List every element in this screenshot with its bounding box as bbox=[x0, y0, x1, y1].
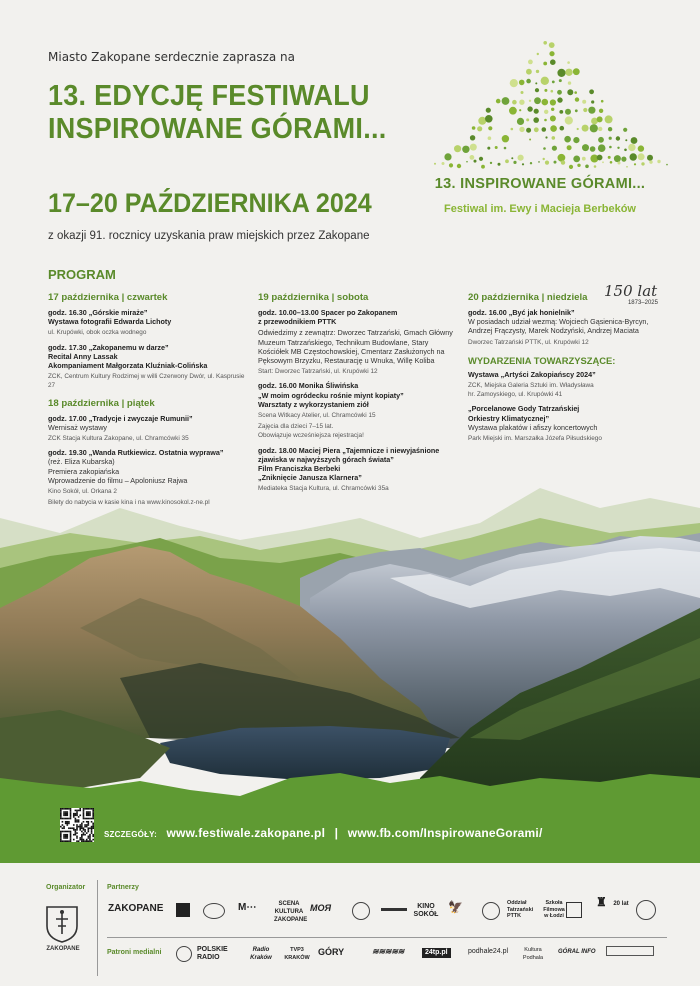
intro-text: Miasto Zakopane serdecznie zaprasza na bbox=[48, 50, 295, 64]
partner-logo-square bbox=[176, 903, 190, 917]
partner-logo-eagle-icon: 🦅 bbox=[448, 900, 463, 914]
event-item bbox=[258, 308, 460, 376]
qr-code-icon[interactable] bbox=[60, 808, 94, 842]
link-separator: | bbox=[334, 826, 339, 840]
event-description: W posiadach udział wezmą: Wojciech Gąsienica-Byrcyn, Andrzej Frączysty, Marek Nodzyński, Andrzej Maciata bbox=[468, 317, 649, 336]
event-time: godz. 18.00 Maciej Piera „Tajemnicze i niewyjaśnione zjawiska w najwyższych górach świata” bbox=[258, 445, 440, 464]
event-title: Akompaniament Małgorzata Kluźniak-Colińska bbox=[48, 361, 208, 371]
media-logo-podhale24: podhale24.pl bbox=[468, 948, 509, 955]
event-location: Start: Dworzec Tatrzański, ul. Krupówki 12 bbox=[258, 368, 378, 376]
event-location: Kino Sokół, ul. Orkana 2 bbox=[48, 488, 117, 496]
festival-dates: 17–20 PAŹDZIERNIKA 2024 bbox=[48, 188, 372, 218]
event-time: godz. 17.00 „Tradycje i zwyczaje Rumunii” bbox=[48, 413, 193, 423]
event-location: ul. Krupówki, obok oczka wodnego bbox=[48, 329, 147, 337]
event-item bbox=[468, 370, 668, 400]
event-time: godz. 16.30 „Górskie miraże” bbox=[48, 308, 148, 317]
mountain-landscape-image bbox=[0, 475, 700, 863]
day-heading: 18 października | piątek bbox=[48, 397, 155, 409]
event-description: Odwiedzimy z zewnątrz: Dworzec Tatrzański, Gmach Główny Muzeum Tatrzańskiego, Technikum Budowlane, Stary Kościółek MB Częstochowskiej, Cmentarz Zasłużonych na Pęksowym Brzyzku, Restaurację u Wnuka, Willę Koliba bbox=[258, 328, 453, 366]
media-logo-gory: GÓRY bbox=[318, 947, 345, 957]
event-location: ZCK, Miejska Galeria Sztuki im. Władysława bbox=[468, 382, 594, 390]
event-time: godz. 10.00–13.00 Spacer po Zakopanem bbox=[258, 308, 398, 317]
media-logo-polskie-radio-icon bbox=[176, 946, 192, 964]
program-heading: PROGRAM bbox=[48, 267, 116, 282]
event-title: Film Franciszka Berbeki bbox=[258, 464, 341, 474]
event-item bbox=[468, 308, 668, 347]
badge-150-lat bbox=[604, 282, 664, 312]
logo-title: 13. INSPIROWANE GÓRAMI... bbox=[434, 176, 646, 192]
website-link[interactable]: www.festiwale.zakopane.pl bbox=[166, 826, 326, 840]
occasion-text: z okazji 91. rocznicy uzyskania praw miejskich przez Zakopane bbox=[48, 230, 370, 242]
event-location: Park Miejski im. Marszałka Józefa Piłsudskiego bbox=[468, 435, 602, 443]
event-time: godz. 17.30 „Zakopanemu w darze” bbox=[48, 342, 169, 352]
event-title: Orkiestry Klimatycznej” bbox=[468, 413, 550, 423]
festival-title bbox=[48, 80, 387, 146]
event-title: „W moim ogródecku rośnie miynt kopiaty” bbox=[258, 390, 404, 400]
partner-logo-m-icon: M⋯ bbox=[238, 902, 257, 913]
program-column-2 bbox=[258, 292, 460, 499]
partner-logo-muzeum-icon bbox=[203, 903, 225, 922]
event-location: ZCK, Centrum Kultury Rodzimej w willi Czerwony Dwór, ul. Kasprusie 27 bbox=[48, 373, 245, 390]
media-logo-tvp3: TVP3 KRAKÓW bbox=[284, 947, 310, 961]
partner-logo-circle-icon bbox=[352, 902, 370, 923]
day-heading: 17 października | czwartek bbox=[48, 292, 168, 303]
event-title: Wystawa „Artyści Zakopiańscy 2024” bbox=[468, 369, 596, 379]
partner-logo-moja-icon: MOЯ bbox=[310, 903, 332, 913]
event-title: z przewodnikiem PTTK bbox=[258, 317, 337, 327]
event-title: „Porcelanowe Gody Tatrzańskiej bbox=[468, 404, 580, 414]
partner-logo-szkola-filmowa: Szkoła Filmowa w Łodzi bbox=[543, 900, 565, 919]
event-title: Wystawa fotografii Edwarda Lichoty bbox=[48, 317, 172, 327]
event-item bbox=[468, 404, 668, 443]
event-description: Wprowadzenie do filmu – Apoloniusz Rajwa bbox=[48, 475, 188, 485]
event-title: Warsztaty z wykorzystaniem ziół bbox=[258, 399, 369, 409]
event-location: Dworzec Tatrzański PTTK, ul. Krupówki 12 bbox=[468, 338, 589, 346]
media-logo-rect-icon bbox=[606, 946, 654, 956]
partner-logo-round-icon bbox=[482, 902, 500, 923]
organizer-name: ZAKOPANE bbox=[46, 946, 80, 952]
details-links bbox=[104, 826, 543, 840]
event-description: Wystawa plakatów i afiszy koncertowych bbox=[468, 422, 598, 432]
event-time: godz. 19.30 „Wanda Rutkiewicz. Ostatnia wyprawa” bbox=[48, 448, 224, 458]
details-label: SZCZEGÓŁY: bbox=[104, 830, 157, 839]
media-logo-polskie-radio: POLSKIE RADIO bbox=[197, 946, 228, 961]
facebook-link[interactable]: www.fb.com/InspirowaneGorami/ bbox=[347, 826, 543, 840]
title-line-2: INSPIROWANE GÓRAMI... bbox=[48, 113, 387, 145]
event-location: Scena Witkacy Atelier, ul. Chramcówki 15 bbox=[258, 412, 376, 420]
event-location: ZCK Stacja Kultura Zakopane, ul. Chramcówki 35 bbox=[48, 435, 189, 443]
event-description: Premiera zakopiańska bbox=[48, 466, 120, 476]
zakopane-crest-icon bbox=[44, 904, 80, 944]
festival-logo-icon bbox=[430, 36, 680, 176]
event-item bbox=[48, 308, 248, 338]
media-logo-goral-info: GÓRAL INFO bbox=[558, 949, 596, 955]
partner-logo-bar-icon bbox=[381, 908, 407, 911]
event-note: Zajęcia dla dzieci 7–15 lat. bbox=[258, 423, 334, 431]
partner-logo-20-lat: 20 lat bbox=[613, 901, 629, 907]
event-time: godz. 16.00 „Być jak honielnik” bbox=[468, 308, 575, 317]
logo-subtitle: Festiwal im. Ewy i Macieja Berbeków bbox=[444, 203, 636, 215]
day-heading: 19 października | sobota bbox=[258, 292, 369, 303]
media-logo-radio-krakow: Radio Kraków bbox=[250, 947, 272, 961]
footer-divider-horizontal bbox=[107, 937, 667, 938]
event-note: Obowiązuje wcześniejsza rejestracja! bbox=[258, 432, 364, 440]
media-logo-tygodnik-icon: ≋≋≋≋≋ bbox=[371, 947, 405, 956]
event-item bbox=[48, 343, 248, 391]
badge-sub: 1873–2025 bbox=[627, 300, 658, 306]
program-column-3 bbox=[468, 292, 668, 448]
media-logo-kultura-podhala: Kultura Podhala bbox=[522, 947, 544, 961]
partners-label: Partnerzy bbox=[107, 884, 139, 891]
side-events-heading: WYDARZENIA TOWARZYSZĄCE: bbox=[468, 354, 616, 366]
event-time: godz. 16.00 Monika Śliwińska bbox=[258, 381, 359, 391]
partner-logo-frame-icon bbox=[566, 902, 582, 918]
event-location: Mediateka Stacja Kultura, ul. Chramcówki 35a bbox=[258, 485, 389, 493]
event-item bbox=[48, 414, 248, 444]
event-title: Recital Anny Lassak bbox=[48, 351, 118, 361]
footer bbox=[0, 863, 700, 986]
partner-logo-figure-icon: ♜ bbox=[596, 895, 607, 909]
event-item bbox=[258, 381, 460, 440]
partner-logo-zakopane: ZAKOPANE bbox=[108, 903, 164, 914]
partner-logo-scena-kultura: SCENA KULTURA ZAKOPANE bbox=[274, 901, 308, 923]
event-description: (reż. Eliza Kubarska) bbox=[48, 457, 115, 467]
day-heading: 20 października | niedziela bbox=[468, 292, 588, 303]
partner-logo-seal-icon bbox=[636, 900, 656, 923]
media-logo-24tp: 24tp.pl bbox=[422, 948, 451, 958]
organizer-label: Organizator bbox=[46, 884, 86, 891]
event-description: Wernisaż wystawy bbox=[48, 422, 107, 432]
event-title: „Zniknięcie Janusza Klarnera” bbox=[258, 473, 362, 483]
tickets-info: Bilety do nabycia w kasie kina i na www.kinosokol.z-ne.pl bbox=[48, 499, 210, 507]
partner-logo-pttk: Oddział Tatrzański PTTK bbox=[507, 900, 534, 919]
title-line-1: 13. EDYCJĘ FESTIWALU bbox=[48, 80, 370, 112]
footer-divider-vertical bbox=[97, 880, 98, 976]
badge-main: 150 lat bbox=[604, 282, 658, 300]
partner-logo-kino-sokol: KINO SOKÓŁ bbox=[413, 903, 439, 918]
media-patrons-label: Patroni medialni bbox=[107, 949, 162, 956]
event-location: hr. Zamoyskiego, ul. Krupówki 41 bbox=[468, 391, 563, 399]
